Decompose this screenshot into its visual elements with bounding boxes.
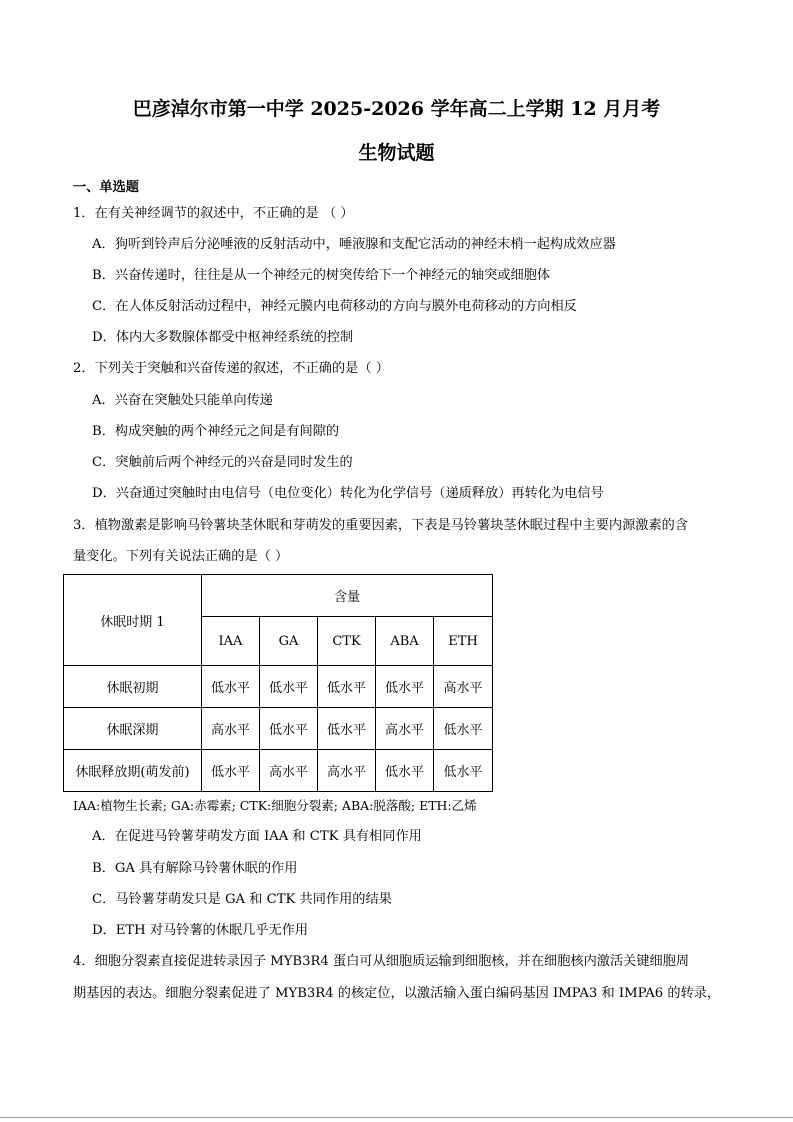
table-cell: 低水平	[376, 750, 434, 792]
question-2-option-d: D．兴奋通过突触时由电信号（电位变化）转化为化学信号（递质释放）再转化为电信号	[92, 486, 604, 501]
subject-title: 生物试题	[358, 142, 435, 164]
table-row-label: 休眠初期	[64, 666, 202, 708]
question-1-stem: 1．在有关神经调节的叙述中，不正确的是 （ ）	[73, 206, 354, 221]
question-2-stem: 2．下列关于突触和兴奋传递的叙述，不正确的是（ ）	[73, 361, 389, 376]
page-bottom-rule	[0, 1117, 793, 1118]
question-2-option-a: A．兴奋在突触处只能单向传递	[92, 393, 273, 408]
question-3-option-b: B．GA 具有解除马铃薯休眠的作用	[92, 861, 298, 876]
table-cell: 高水平	[260, 750, 318, 792]
question-1-option-c: C．在人体反射活动过程中，神经元膜内电荷移动的方向与膜外电荷移动的方向相反	[92, 299, 577, 314]
question-3-option-a: A．在促进马铃薯芽萌发方面 IAA 和 CTK 具有相同作用	[92, 829, 422, 844]
table-row-label: 休眠深期	[64, 708, 202, 750]
table-row	[64, 750, 493, 792]
table-row-header: 休眠时期 1	[64, 575, 202, 666]
table-cell: 低水平	[202, 750, 260, 792]
table-row	[64, 708, 493, 750]
table-cell: 低水平	[318, 666, 376, 708]
question-3-stem-line-1: 3．植物激素是影响马铃薯块茎休眠和芽萌发的重要因素，下表是马铃薯块茎休眠过程中主要内源激素的含	[73, 518, 689, 533]
table-cell: 低水平	[260, 708, 318, 750]
table-group-header: 含量	[202, 575, 493, 617]
table-cell: 低水平	[434, 708, 493, 750]
question-3-option-d: D．ETH 对马铃薯的休眠几乎无作用	[92, 923, 309, 938]
table-cell: 低水平	[202, 666, 260, 708]
question-1-option-d: D．体内大多数腺体都受中枢神经系统的控制	[92, 330, 354, 345]
question-1-option-b: B．兴奋传递时，往往是从一个神经元的树突传给下一个神经元的轴突或细胞体	[92, 268, 551, 283]
exam-title: 巴彦淖尔市第一中学 2025-2026 学年高二上学期 12 月月考	[132, 98, 661, 120]
question-4-stem-line-2: 期基因的表达。细胞分裂素促进了 MYB3R4 的核定位，以激活输入蛋白编码基因 IMPA3 和 IMPA6 的转录，	[73, 986, 721, 1001]
table-cell: 低水平	[318, 708, 376, 750]
table-cell: 低水平	[376, 666, 434, 708]
question-2-option-b: B．构成突触的两个神经元之间是有间隙的	[92, 424, 340, 439]
table-cell: 高水平	[434, 666, 493, 708]
question-4-stem-line-1: 4．细胞分裂素直接促进转录因子 MYB3R4 蛋白可从细胞质运输到细胞核，并在细胞核内激活关键细胞周	[73, 954, 690, 969]
table-column-header: CTK	[318, 617, 376, 666]
question-2-option-c: C．突触前后两个神经元的兴奋是同时发生的	[92, 455, 353, 470]
question-1-option-a: A．狗听到铃声后分泌唾液的反射活动中，唾液腺和支配它活动的神经末梢一起构成效应器	[92, 237, 616, 252]
question-3-stem-line-2: 量变化。下列有关说法正确的是（ ）	[73, 549, 289, 564]
question-3-option-c: C．马铃薯芽萌发只是 GA 和 CTK 共同作用的结果	[92, 892, 392, 907]
table-cell: 高水平	[202, 708, 260, 750]
hormone-table	[63, 574, 493, 792]
table-cell: 低水平	[434, 750, 493, 792]
table-column-header: ETH	[434, 617, 493, 666]
table-row-label: 休眠释放期(萌发前)	[64, 750, 202, 792]
table-cell: 低水平	[260, 666, 318, 708]
section-heading: 一、单选题	[73, 180, 139, 195]
table-column-header: ABA	[376, 617, 434, 666]
table-row	[64, 666, 493, 708]
table-column-header: GA	[260, 617, 318, 666]
table-cell: 高水平	[318, 750, 376, 792]
table-column-header: IAA	[202, 617, 260, 666]
table-cell: 高水平	[376, 708, 434, 750]
table-note: IAA:植物生长素; GA:赤霉素; CTK:细胞分裂素; ABA:脱落酸; ETH:乙烯	[73, 798, 477, 813]
